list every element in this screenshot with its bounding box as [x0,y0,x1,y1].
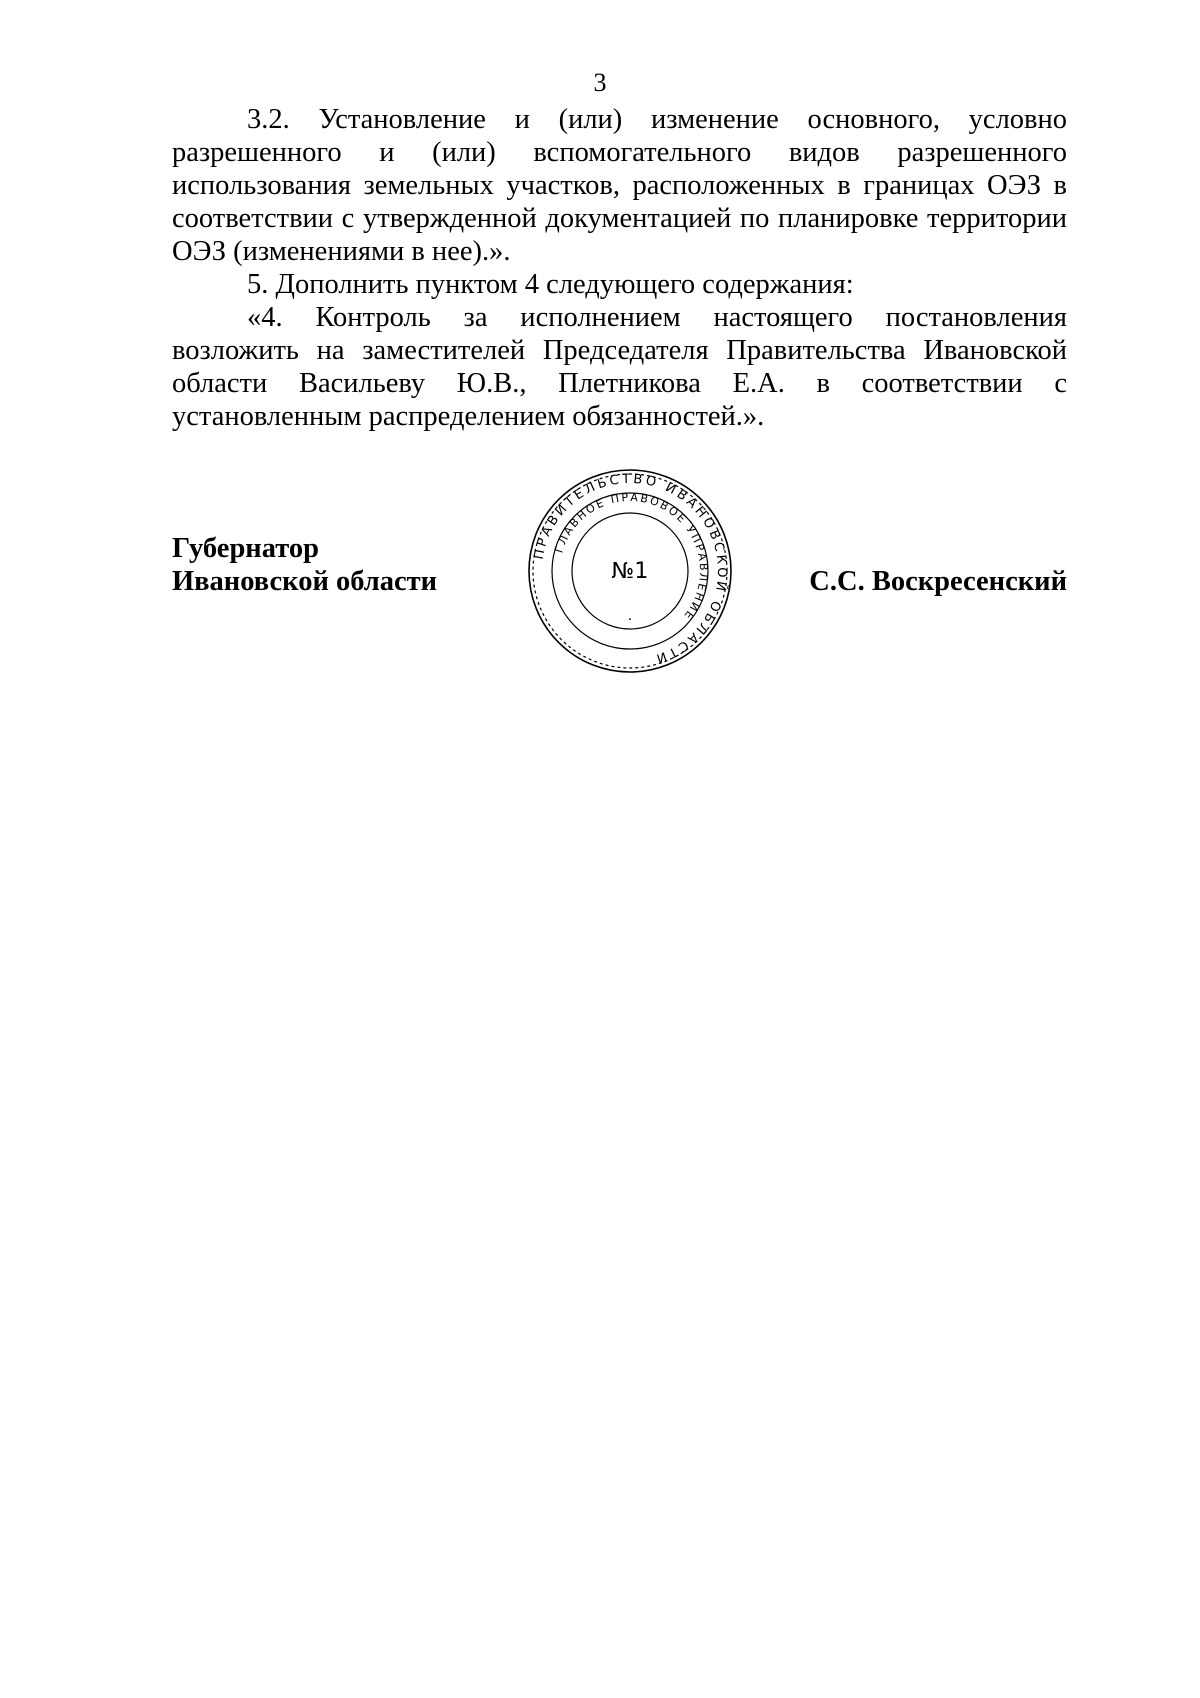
signatory-title-line1: Губернатор [172,533,319,564]
svg-text:ГЛАВНОЕ ПРАВОВОЕ УПРАВЛЕНИЕ: ГЛАВНОЕ ПРАВОВОЕ УПРАВЛЕНИЕ [552,490,711,624]
paragraph-5: 5. Дополнить пунктом 4 следующего содержания: [247,269,854,300]
paragraph-control: «4. Контроль за исполнением настоящего постановления возложить на заместителей Председателя Правительства Ивановской области Васильеву Ю.В., Плетникова Е.А. в соответствии с установленным распределением обязанностей.». [172,302,1067,432]
page-number: 3 [593,68,607,97]
paragraph-3-2: 3.2. Установление и (или) изменение основного, условно разрешенного и (или) вспомогательного видов разрешенного использования земельных участков, расположенных в границах ОЭЗ в соответствии с утвержденной документацией по планировке территории ОЭЗ (изменениями в нее).». [172,104,1067,267]
official-seal-stamp [525,466,735,676]
document-body [172,103,1067,433]
svg-text:·: · [627,612,633,628]
signatory-name: С.С. Воскресенский [809,566,1067,597]
signatory-title [172,532,437,598]
svg-text:№1: №1 [611,559,649,584]
signatory-title-line2: Ивановской области [172,566,438,597]
seal-graphic [525,466,735,676]
svg-text:ПРАВИТЕЛЬСТВО ИВАНОВСКОЙ ОБЛАС: ПРАВИТЕЛЬСТВО ИВАНОВСКОЙ ОБЛАСТИ [531,471,730,667]
